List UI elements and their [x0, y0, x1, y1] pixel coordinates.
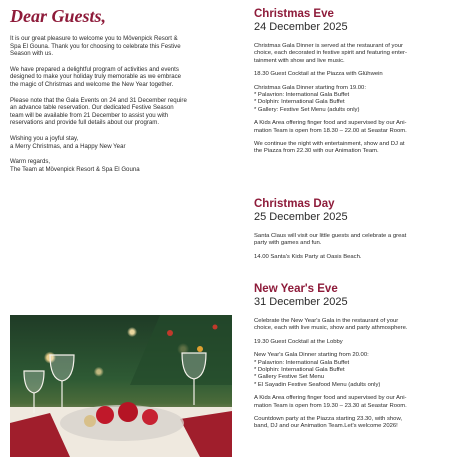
text-line: Christmas Gala Dinner starting from 19.00: — [254, 84, 366, 91]
text-line: * Dolphin: International Gala Buffet — [254, 99, 345, 106]
text-line: Santa Claus will visit our little guests and celebrate a great — [254, 233, 407, 239]
text-line: tainment with show and live music. — [254, 57, 345, 64]
letter-paragraph — [10, 158, 232, 173]
photo-illustration — [10, 315, 232, 457]
event-section — [254, 283, 454, 437]
letter-paragraph — [10, 35, 232, 58]
text-line: We have prepared a delightful program of activities and events — [10, 65, 179, 73]
text-line: Christmas Gala Dinner is served at the restaurant of your — [254, 43, 403, 49]
event-section — [254, 198, 454, 267]
letter-paragraph — [10, 135, 232, 150]
event-title: Christmas Eve — [254, 8, 334, 20]
event-paragraph — [254, 120, 454, 135]
text-line: an advance table reservation. Our dedicated Festive Season — [10, 104, 174, 112]
text-line: The Team at Mövenpick Resort & Spa El Gouna — [10, 165, 140, 173]
text-line: a Merry Christmas, and a Happy New Year — [10, 142, 126, 150]
event-date: 25 December 2025 — [254, 211, 348, 223]
event-paragraph — [254, 233, 454, 248]
text-line: band, DJ and our Animation Team.Let's welcome 2026! — [254, 423, 398, 430]
text-line: * Palavrion: International Gala Buffet — [254, 359, 350, 366]
text-line: Celebrate the New Year's Gala in the restaurant of your — [254, 318, 399, 324]
text-line: * Dolphin: International Gala Buffet — [254, 367, 345, 374]
text-line: choice, each decorated in festive spirit and featuring enter- — [254, 50, 407, 57]
event-paragraph — [254, 395, 454, 410]
text-line: 14.00 Santa's Kids Party at Oasis Beach. — [254, 253, 362, 260]
text-line: It is our great pleasure to welcome you to Mövenpick Resort & — [10, 35, 178, 42]
text-line: 19.30 Guest Cocktail at the Lobby — [254, 338, 343, 345]
event-paragraph — [254, 318, 454, 333]
event-title: New Year's Eve — [254, 283, 338, 295]
text-line: Warm regards, — [10, 158, 51, 166]
text-line: Season with us. — [10, 50, 54, 58]
text-line: the magic of Christmas and welcome the New Year together. — [10, 80, 174, 88]
letter-paragraph — [10, 66, 232, 89]
text-line: Spa El Gouna. Thank you for choosing to celebrate this Festive — [10, 42, 181, 50]
text-line: Countdown party at the Piazza starting 23.30, with show, — [254, 416, 403, 423]
text-line: Wishing you a joyful stay, — [10, 134, 79, 142]
text-line: reservations and provide full details about our program. — [10, 119, 160, 127]
welcome-letter — [10, 6, 232, 181]
event-paragraph — [254, 85, 454, 115]
text-line: * Gallery: Festive Set Menu (adults only) — [254, 106, 360, 113]
text-line: choice, each with live music, show and party athmosphere. — [254, 325, 408, 332]
text-line: team will be available from 21 December to assist you with — [10, 111, 169, 119]
text-line: * Gallery Festive Set Menu — [254, 374, 325, 381]
letter-greeting: Dear Guests, — [10, 6, 107, 26]
event-paragraph — [254, 416, 454, 431]
text-line: We continue the night with entertainment, show and DJ at — [254, 141, 405, 148]
event-paragraph — [254, 254, 454, 261]
text-line: New Year's Gala Dinner starting from 20.00: — [254, 352, 369, 359]
event-paragraph — [254, 141, 454, 156]
text-line: A Kids Area offering finger food and supervised by our Ani- — [254, 120, 407, 127]
event-section — [254, 8, 454, 162]
text-line: * El Sayadin Festive Seafood Menu (adults only) — [254, 381, 381, 388]
letter-body — [10, 35, 232, 173]
text-line: Please note that the Gala Events on 24 and 31 December require — [10, 96, 187, 104]
event-paragraph — [254, 43, 454, 65]
event-date: 31 December 2025 — [254, 296, 348, 308]
event-date: 24 December 2025 — [254, 21, 348, 33]
text-line: party with games and fun. — [254, 240, 322, 247]
event-paragraph — [254, 339, 454, 346]
festive-dinner-table-photo — [10, 315, 232, 457]
text-line: 18.30 Guest Cocktail at the Piazza with Glühwein — [254, 71, 383, 78]
text-line: A Kids Area offering finger food and supervised by our Ani- — [254, 395, 407, 402]
event-paragraph — [254, 71, 454, 78]
text-line: mation Team is open from 19.30 – 23.30 at Seastar Room. — [254, 402, 407, 409]
text-line: the Piazza from 22.30 with our Animation Team. — [254, 148, 379, 155]
text-line: designed to make your holiday truly memorable as we embrace — [10, 73, 182, 81]
text-line: * Palavrion: International Gala Buffet — [254, 92, 350, 99]
event-paragraph — [254, 352, 454, 389]
letter-paragraph — [10, 97, 232, 127]
event-title: Christmas Day — [254, 198, 335, 210]
text-line: mation Team is open from 18.30 – 22.00 at Seastar Room. — [254, 127, 407, 134]
